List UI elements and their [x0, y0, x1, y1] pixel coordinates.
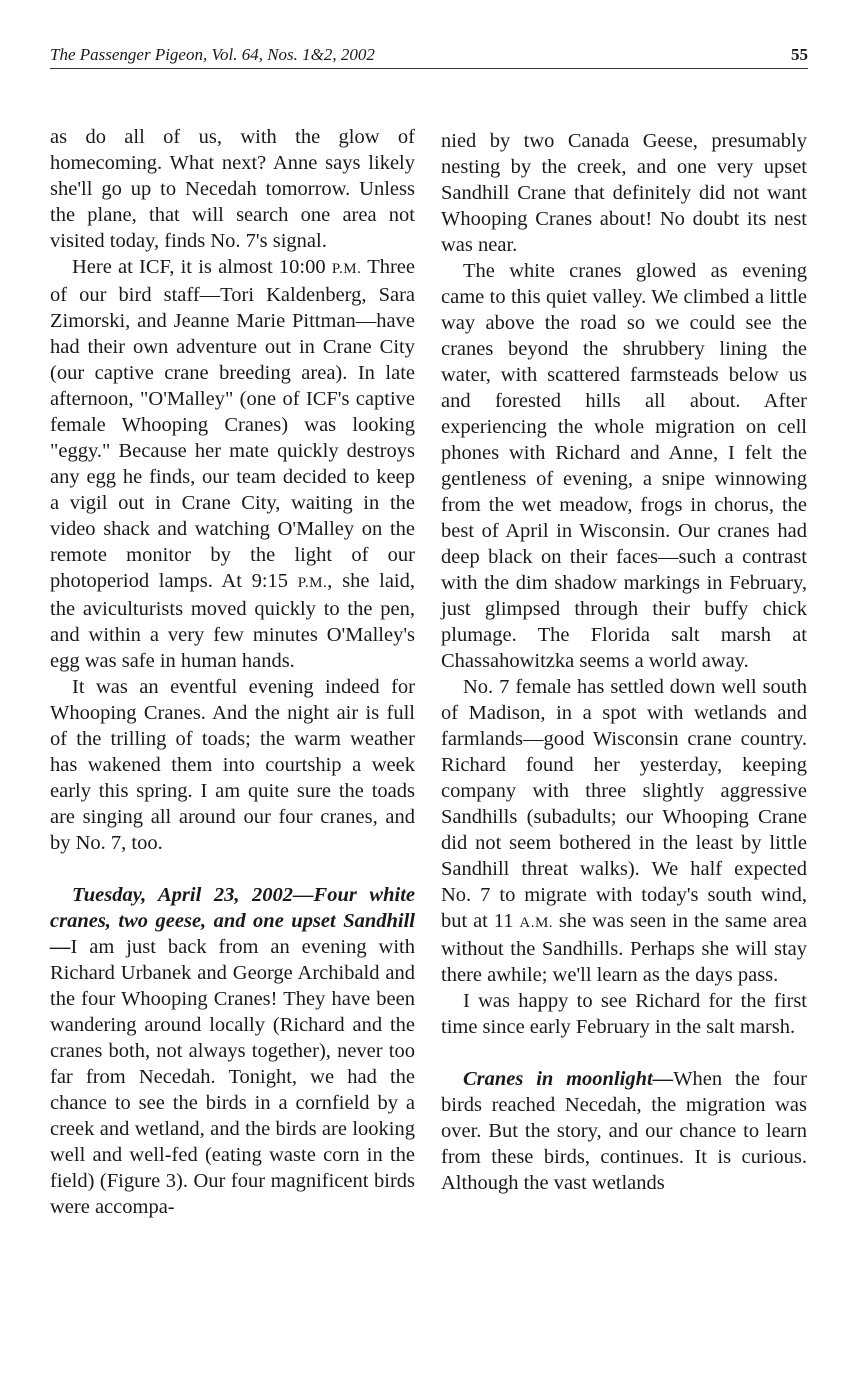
- journal-citation: The Passenger Pigeon, Vol. 64, Nos. 1&2, 2002: [50, 45, 375, 64]
- paragraph: [50, 254, 415, 674]
- paragraph: nied by two Canada Geese, presumably nesting by the creek, and one very upset Sandhill Crane that definitely did not want Whooping Cranes about! No doubt its nest was near.: [441, 130, 807, 256]
- text-run: I am just back from an evening with Richard Urbanek and George Archibald and the four Whooping Cranes! They have been wandering around locally (Richard and the cranes both, not always together), never too far from Necedah. Tonight, we had the chance to see the birds in a cornfield by a creek and wetland, and the birds are looking well and well-fed (eating waste corn in the field) (Figure 3). Our four magnificent birds were accompa-: [50, 936, 415, 1218]
- text-run: Here at ICF, it is almost 10:00: [72, 256, 332, 278]
- text-run: , she laid, the aviculturists moved quickly to the pen, and within a very few minutes O'Malley's egg was safe in human hands.: [50, 570, 415, 672]
- page-number: 55: [791, 45, 808, 64]
- text-run: she was seen in the same area without the Sandhills. Perhaps she will stay there awhile; we'll learn as the days pass.: [441, 910, 808, 986]
- time-suffix: P.M.: [297, 575, 328, 591]
- dated-entry: [50, 882, 415, 1220]
- text-run: When the four birds reached Necedah, the migration was over. But the story, and our chance to learn from these birds, continues. It is curious. Although the vast wetlands: [441, 1068, 807, 1194]
- paragraph: The white cranes glowed as evening came to this quiet valley. We climbed a little way above the road so we could see the cranes beyond the shrubbery lining the water, with scattered farmsteads below us and forested hills all about. After experiencing the whole migration on cell phones with Richard and Anne, I felt the gentleness of evening, a snipe winnowing from the wet meadow, frogs in chorus, the best of April in Wisconsin. Our cranes had deep black on their faces—such a contrast with the dim shadow markings in February, just glimpsed through their buffy chick plumage. The Florida salt marsh at Chassahowitzka seems a world away.: [441, 260, 807, 672]
- time-suffix: A.M.: [519, 915, 554, 931]
- text-run: Three of our bird staff—Tori Kaldenberg, Sara Zimorski, and Jeanne Marie Pittman—have had their own adventure out in Crane City (our captive crane breeding area). In late afternoon, "O'Malley" (one of ICF's captive female Whooping Cranes) was looking "eggy." Because her mate quickly destroys any egg he finds, our team decided to keep a vigil out in Crane City, waiting in the video shack and watching O'Malley on the remote monitor by the light of our photoperiod lamps. At 9:15: [50, 256, 415, 592]
- paragraph: I was happy to see Richard for the first time since early February in the salt marsh.: [441, 990, 807, 1038]
- running-header: [50, 44, 808, 69]
- paragraph: as do all of us, with the glow of homecoming. What next? Anne says likely she'll go up to Necedah tomorrow. Unless the plane, that will search one area not visited today, finds No. 7's signal.: [50, 126, 415, 252]
- paragraph: [441, 674, 807, 988]
- section-heading: Cranes in moonlight—: [463, 1068, 674, 1090]
- text-run: No. 7 female has settled down well south of Madison, in a spot with wetlands and farmlands—good Wisconsin crane country. Richard found her yesterday, keeping company with three slightly aggressive Sandhills (subadults; our Whooping Crane did not seem bothered in the least by little Sandhill threat walks). We half expected No. 7 to migrate with today's south wind, but at 11: [441, 676, 807, 932]
- entry-heading: Tuesday, April 23, 2002—Four white cranes, two geese, and one upset Sandhill—: [50, 884, 415, 958]
- left-column: [50, 124, 415, 1220]
- right-column: [441, 128, 807, 1196]
- section-entry: [441, 1066, 807, 1196]
- time-suffix: P.M.: [331, 261, 362, 277]
- paragraph: It was an eventful evening indeed for Whooping Cranes. And the night air is full of the trilling of toads; the warm weather has wakened them into courtship a week early this spring. I am quite sure the toads are singing all around our four cranes, and by No. 7, too.: [50, 676, 415, 854]
